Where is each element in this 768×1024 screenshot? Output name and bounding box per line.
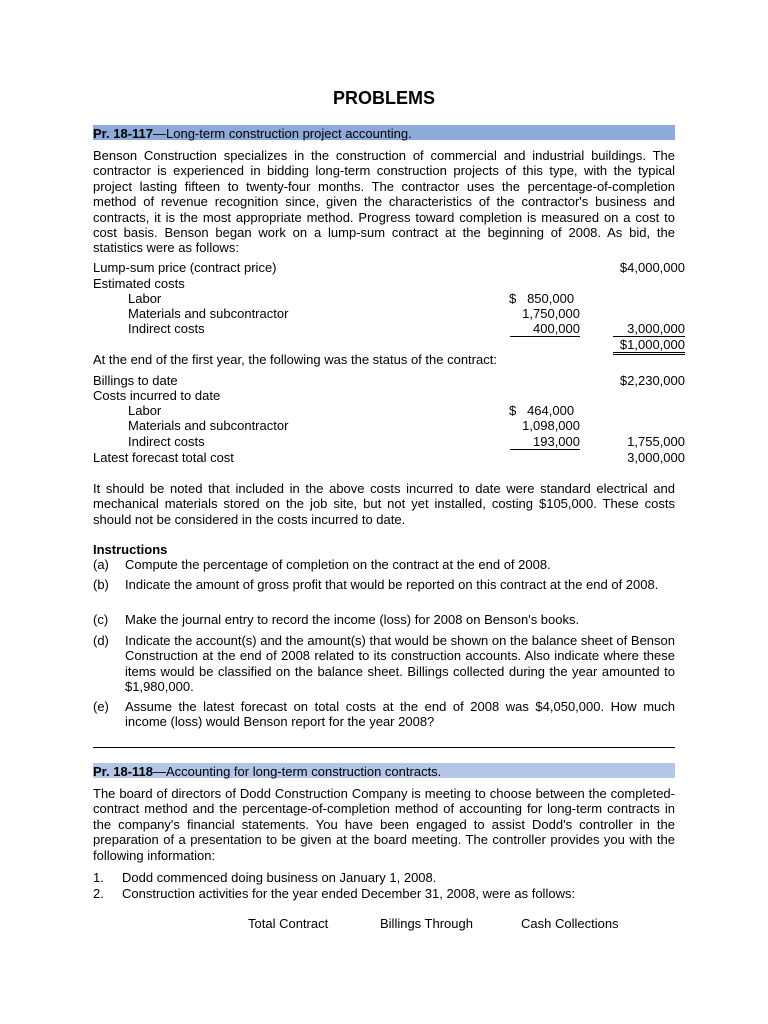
problem-number: Pr. 18-117 xyxy=(93,126,153,141)
labor-value: $ 850,000 xyxy=(509,291,575,306)
instruction-label: (e) xyxy=(93,699,109,714)
problem-heading: —Long-term construction project accounting. xyxy=(153,126,412,141)
status-labor-value: $ 464,000 xyxy=(509,403,575,418)
forecast-value: 3,000,000 xyxy=(627,450,685,465)
instruction-text: Indicate the amount of gross profit that would be reported on this contract at the end of 2008. xyxy=(125,577,659,592)
instruction-label: (d) xyxy=(93,633,109,648)
contract-price-label: Lump-sum price (contract price) xyxy=(93,260,277,275)
list-number: 2. xyxy=(93,886,104,901)
status-indirect-label: Indirect costs xyxy=(128,434,205,449)
forecast-label: Latest forecast total cost xyxy=(93,450,234,465)
billings-value: $2,230,000 xyxy=(619,373,685,388)
costs-incurred-label: Costs incurred to date xyxy=(93,388,221,403)
problem-header xyxy=(93,763,675,778)
list-item: Dodd commenced doing business on January 1, 2008. xyxy=(122,870,437,885)
instruction-text: Indicate the account(s) and the amount(s) that would be shown on the balance sheet of Benson Construction at the end of 2008 related to its construction accounts. Also indicate where these items would be classified on the balance sheet. Billings collected during the year amounted to $1,980,000. xyxy=(125,633,675,695)
instruction-text: Assume the latest forecast on total costs at the end of 2008 was $4,050,000. How much income (loss) would Benson report for the year 2008? xyxy=(125,699,675,730)
indirect-label: Indirect costs xyxy=(128,321,205,336)
list-number: 1. xyxy=(93,870,104,885)
list-item: Construction activities for the year ended December 31, 2008, were as follows: xyxy=(122,886,576,901)
problem-heading: —Accounting for long-term construction contracts. xyxy=(153,764,442,779)
status-indirect-value: 193,000 xyxy=(510,434,580,450)
table-header: Cash Collections xyxy=(521,916,619,931)
problem-header xyxy=(93,125,675,140)
section-divider xyxy=(93,747,675,748)
problem-number: Pr. 18-118 xyxy=(93,764,153,779)
instruction-label: (a) xyxy=(93,557,109,572)
gross-profit-value: $1,000,000 xyxy=(613,337,685,355)
billings-label: Billings to date xyxy=(93,373,178,388)
table-header: Billings Through xyxy=(380,916,473,931)
total-incurred-value: 1,755,000 xyxy=(627,434,685,449)
instruction-label: (b) xyxy=(93,577,109,592)
instructions-heading: Instructions xyxy=(93,542,168,557)
table-header: Total Contract xyxy=(248,916,329,931)
note-paragraph: It should be noted that included in the above costs incurred to date were standard electrical and mechanical materials stored on the job site, but not yet installed, costing $105,000. These costs should not be considered in the costs incurred to date. xyxy=(93,481,675,527)
instruction-text: Compute the percentage of completion on the contract at the end of 2008. xyxy=(125,557,551,572)
contract-price-value: $4,000,000 xyxy=(619,260,685,275)
materials-label: Materials and subcontractor xyxy=(128,306,289,321)
problem-intro: The board of directors of Dodd Construction Company is meeting to choose between the completed-contract method and the percentage-of-completion method of accounting for long-term contracts in the company's financial statements. You have been engaged to assist Dodd's controller in the preparation of a presentation to be given at the board meeting. The controller provides you with the following information: xyxy=(93,786,675,863)
total-costs-value: 3,000,000 xyxy=(613,321,685,337)
problem-intro: Benson Construction specializes in the construction of commercial and industrial buildings. The contractor is experienced in bidding long-term construction projects of this type, with the typical project lasting fifteen to twenty-four months. The contractor uses the percentage-of-completion method of revenue recognition since, given the characteristics of the contractor's business and contracts, it is the most appropriate method. Progress toward completion is measured on a cost to cost basis. Benson began work on a lump-sum contract at the beginning of 2008. As bid, the statistics were as follows: xyxy=(93,148,675,256)
indirect-value: 400,000 xyxy=(510,321,580,337)
labor-label: Labor xyxy=(128,291,162,306)
status-labor-label: Labor xyxy=(128,403,162,418)
instruction-label: (c) xyxy=(93,612,109,627)
page-title: PROBLEMS xyxy=(332,88,435,108)
estimated-costs-label: Estimated costs xyxy=(93,276,185,291)
materials-value: 1,750,000 xyxy=(522,306,580,321)
status-materials-label: Materials and subcontractor xyxy=(128,418,289,433)
instruction-text: Make the journal entry to record the income (loss) for 2008 on Benson's books. xyxy=(125,612,580,627)
status-intro: At the end of the first year, the following was the status of the contract: xyxy=(93,352,497,367)
status-materials-value: 1,098,000 xyxy=(522,418,580,433)
